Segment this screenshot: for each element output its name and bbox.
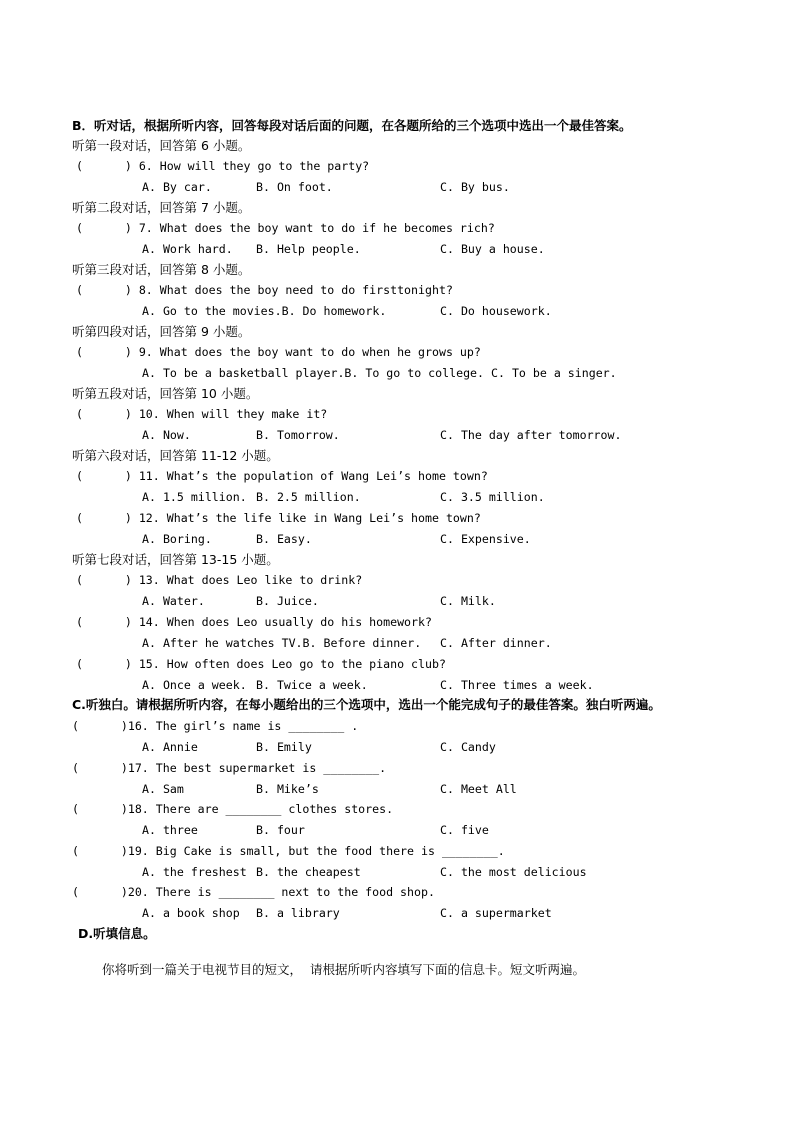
option-b: B. four: [256, 823, 305, 837]
section-b-heading: B．听对话，根据所听内容，回答每段对话后面的问题，在各题所给的三个选项中选出一个最佳答案。: [72, 118, 632, 133]
option-c: C. Milk.: [440, 594, 496, 608]
option-c: C. five: [440, 823, 489, 837]
option-a: A. After he watches TV.B. Before dinner.: [142, 636, 422, 650]
option-b: B. Tomorrow.: [256, 428, 340, 442]
question-stem: ( )17. The best supermarket is ________.: [72, 760, 387, 775]
option-c: C. Do housework.: [440, 304, 552, 318]
option-c: C. After dinner.: [440, 636, 552, 650]
group-intro: 听第七段对话，回答第 13-15 小题。: [72, 552, 279, 567]
option-a: A. Sam: [142, 781, 184, 796]
option-a: A. a book shop: [142, 906, 240, 920]
question-stem: ( )20. There is ________ next to the food shop.: [72, 885, 435, 899]
question-stem: ( ) 9. What does the boy want to do when he grows up?: [76, 345, 481, 359]
section-d-instruction: 你将听到一篇关于电视节目的短文， 请根据所听内容填写下面的信息卡。短文听两遍。: [102, 962, 585, 977]
option-a: A. Go to the movies.B. Do homework.: [142, 304, 387, 318]
group-intro: 听第五段对话，回答第 10 小题。: [72, 386, 259, 401]
option-b: B. the cheapest: [256, 864, 361, 879]
option-c: C. Buy a house.: [440, 242, 545, 256]
option-c: C. The day after tomorrow.: [440, 428, 622, 442]
question-stem: ( ) 8. What does the boy need to do firsttonight?: [76, 283, 453, 297]
option-b: B. Mike’s: [256, 781, 319, 796]
question-stem: ( ) 11. What’s the population of Wang Lei’s home town?: [76, 469, 488, 483]
option-a: A. To be a basketball player.B. To go to college. C. To be a singer.: [142, 366, 617, 380]
option-a: A. By car.: [142, 180, 212, 194]
option-b: B. Juice.: [256, 594, 319, 608]
option-c: C. a supermarket: [440, 906, 552, 920]
question-stem: ( ) 15. How often does Leo go to the piano club?: [76, 657, 446, 671]
question-stem: ( ) 12. What’s the life like in Wang Lei’s home town?: [76, 511, 481, 525]
option-b: B. On foot.: [256, 180, 333, 194]
section-d-heading: D.听填信息。: [78, 926, 156, 941]
option-a: A. Work hard.: [142, 242, 233, 256]
option-b: B. a library: [256, 906, 340, 920]
option-a: A. Once a week.: [142, 678, 247, 692]
option-a: A. the freshest: [142, 864, 247, 879]
question-stem: ( )19. Big Cake is small, but the food there is ________.: [72, 843, 505, 858]
option-a: A. Now.: [142, 428, 191, 442]
option-a: A. three: [142, 823, 198, 837]
group-intro: 听第四段对话，回答第 9 小题。: [72, 324, 251, 339]
question-stem: ( ) 13. What does Leo like to drink?: [76, 573, 363, 587]
group-intro: 听第一段对话，回答第 6 小题。: [72, 138, 251, 153]
group-intro: 听第二段对话，回答第 7 小题。: [72, 200, 251, 215]
option-c: C. Expensive.: [440, 532, 531, 546]
question-stem: ( ) 6. How will they go to the party?: [76, 159, 370, 173]
option-c: C. Three times a week.: [440, 678, 594, 692]
option-c: C. Candy: [440, 740, 496, 754]
question-stem: ( ) 10. When will they make it?: [76, 407, 328, 421]
option-b: B. Emily: [256, 740, 312, 754]
option-a: A. Water.: [142, 594, 205, 608]
option-a: A. 1.5 million.: [142, 490, 247, 504]
group-intro: 听第三段对话，回答第 8 小题。: [72, 262, 251, 277]
option-a: A. Boring.: [142, 532, 212, 546]
question-stem: ( ) 7. What does the boy want to do if he becomes rich?: [76, 221, 495, 235]
question-stem: ( )18. There are ________ clothes stores.: [72, 802, 394, 816]
option-c: C. the most delicious: [440, 864, 587, 879]
question-stem: ( ) 14. When does Leo usually do his homework?: [76, 615, 432, 629]
option-a: A. Annie: [142, 740, 198, 754]
group-intro: 听第六段对话，回答第 11-12 小题。: [72, 448, 279, 463]
option-b: B. 2.5 million.: [256, 490, 361, 504]
option-c: C. By bus.: [440, 180, 510, 194]
option-b: B. Easy.: [256, 532, 312, 546]
option-c: C. 3.5 million.: [440, 490, 545, 504]
question-stem: ( )16. The girl’s name is ________ .: [72, 719, 359, 733]
option-b: B. Twice a week.: [256, 678, 368, 692]
option-c: C. Meet All: [440, 781, 517, 796]
option-b: B. Help people.: [256, 242, 361, 256]
section-c-heading: C.听独白。请根据所听内容，在每小题给出的三个选项中，选出一个能完成句子的最佳答案。独白听两遍。: [72, 697, 661, 712]
